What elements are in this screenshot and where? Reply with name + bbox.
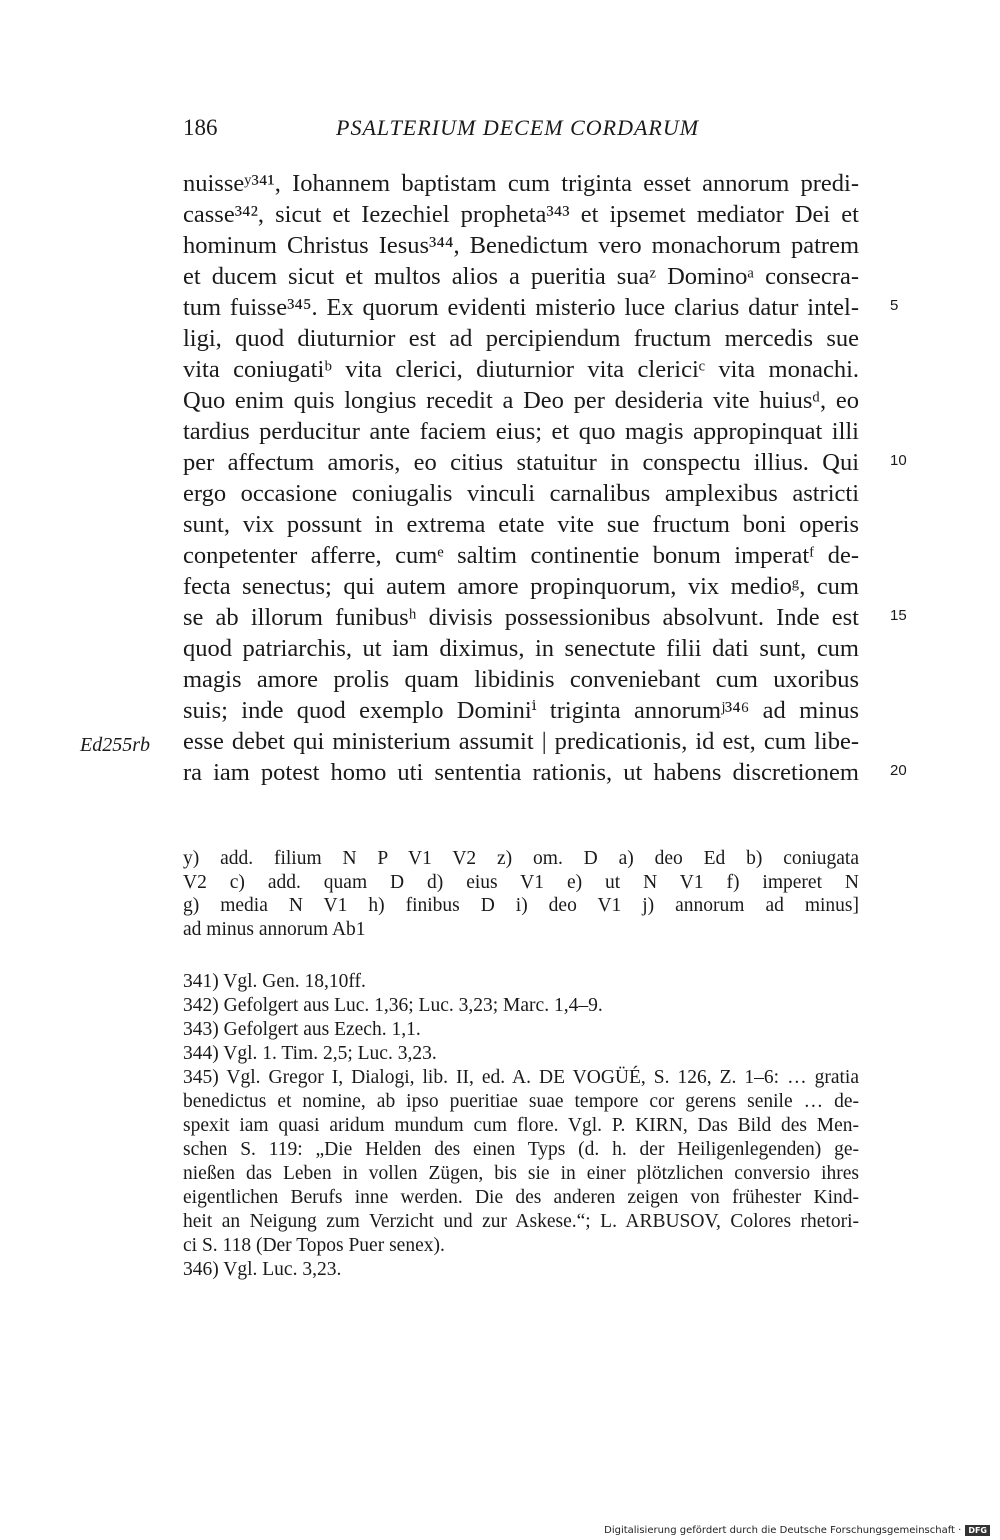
footnote-line: 345) Vgl. Gregor I, Dialogi, lib. II, ed. A. DE VOGÜÉ, S. 126, Z. 1–6: … gratia [183, 1067, 859, 1088]
footnote-line: heit an Neigung zum Verzicht und zur Askese.“; L. ARBUSOV, Colores rhetori- [183, 1211, 859, 1232]
text-line: conpetenter afferre, cumᵉ saltim continentie bonum imperatᶠ de- [183, 542, 859, 569]
running-title: PSALTERIUM DECEM CORDARUM [336, 115, 700, 140]
text-line: magis amore prolis quam libidinis conveniebant cum uxoribus [183, 666, 859, 693]
apparatus-line: V2 c) add. quam D d) eius V1 e) ut N V1 f) imperet N [183, 871, 859, 893]
main-text [183, 168, 859, 788]
footnote-line: 342) Gefolgert aus Luc. 1,36; Luc. 3,23; Marc. 1,4–9. [183, 995, 603, 1016]
footnote-line: spexit iam quasi aridum mundum cum flore. Vgl. P. KIRN, Das Bild des Men- [183, 1115, 859, 1136]
text-line: et ducem sicut et multos alios a pueritia suaᶻ Dominoᵃ consecra- [183, 263, 859, 290]
footnote-line: ci S. 118 (Der Topos Puer senex). [183, 1235, 445, 1256]
footnote-line: 344) Vgl. 1. Tim. 2,5; Luc. 3,23. [183, 1043, 437, 1064]
margin-note: Ed255rb [80, 734, 150, 756]
text-line: fecta senectus; qui autem amore propinquorum, vix medioᵍ, cum [183, 573, 859, 600]
footnote-line: 341) Vgl. Gen. 18,10ff. [183, 971, 366, 992]
footnotes [183, 970, 859, 1282]
footnote-line: nießen das Leben in vollen Zügen, bis sie in einer plötzlichen conversio ihres [183, 1163, 859, 1184]
text-line: nuisseʸ³⁴¹, Iohannem baptistam cum triginta esset annorum predi- [183, 170, 859, 197]
text-line: casse³⁴², sicut et Iezechiel propheta³⁴³ et ipsemet mediator Dei et [183, 201, 859, 228]
text-line: ligi, quod diuturnior est ad percipiendum fructum mercedis sue [183, 325, 859, 352]
text-line: vita coniugatiᵇ vita clerici, diuturnior vita clericiᶜ vita monachi. [183, 356, 859, 383]
footnote-line: 343) Gefolgert aus Ezech. 1,1. [183, 1019, 421, 1040]
line-number: 20 [890, 762, 907, 779]
critical-apparatus [183, 847, 859, 941]
digitization-credit [604, 1525, 990, 1536]
text-line: per affectum amoris, eo citius statuitur in conspectu illius. Qui [183, 449, 859, 476]
apparatus-line: ad minus annorum Ab1 [183, 918, 366, 940]
footnote-line: 346) Vgl. Luc. 3,23. [183, 1259, 342, 1280]
footnote-line: eigentlichen Berufs inne werden. Die des anderen zeigen von frühester Kind- [183, 1187, 859, 1208]
text-line: suis; inde quod exemplo Dominiⁱ triginta annorumʲ³⁴⁶ ad minus [183, 697, 859, 724]
apparatus-line: g) media N V1 h) finibus D i) deo V1 j) annorum ad minus] [183, 895, 859, 916]
dfg-logo: DFG [965, 1525, 990, 1536]
apparatus-line: y) add. filium N P V1 V2 z) om. D a) deo Ed b) coniugata [183, 848, 859, 869]
text-line: tardius perducitur ante faciem eius; et quo magis appropinquat illi [183, 418, 859, 445]
footnote-line: benedictus et nomine, ab ipso pueritiae suae tempore cor gerens senile … de- [183, 1091, 859, 1112]
text-line: se ab illorum funibusʰ divisis possessionibus absolvunt. Inde est [183, 604, 859, 631]
text-line: tum fuisse³⁴⁵. Ex quorum evidenti misterio luce clarius datur intel- [183, 294, 859, 321]
credit-text: Digitalisierung gefördert durch die Deutsche Forschungsgemeinschaft · [604, 1525, 962, 1536]
page-number: 186 [183, 115, 218, 140]
text-line: Quo enim quis longius recedit a Deo per desideria vite huiusᵈ, eo [183, 387, 859, 414]
line-number: 5 [890, 297, 899, 314]
line-number: 10 [890, 452, 907, 469]
footnote-line: schen S. 119: „Die Helden des einen Typs (d. h. der Heiligenlegenden) ge- [183, 1139, 859, 1160]
text-line: esse debet qui ministerium assumit | predicationis, id est, cum libe- [183, 728, 859, 755]
text-line: hominum Christus Iesus³⁴⁴, Benedictum vero monachorum patrem [183, 232, 859, 259]
text-line: sunt, vix possunt in extrema etate vite sue fructum boni operis [183, 511, 859, 538]
line-number: 15 [890, 607, 907, 624]
text-line: quod patriarchis, ut iam diximus, in senectute filii dati sunt, cum [183, 635, 859, 662]
text-line: ergo occasione coniugalis vinculi carnalibus amplexibus astricti [183, 480, 859, 507]
text-line: ra iam potest homo uti sententia rationis, ut habens discretionem [183, 759, 859, 786]
